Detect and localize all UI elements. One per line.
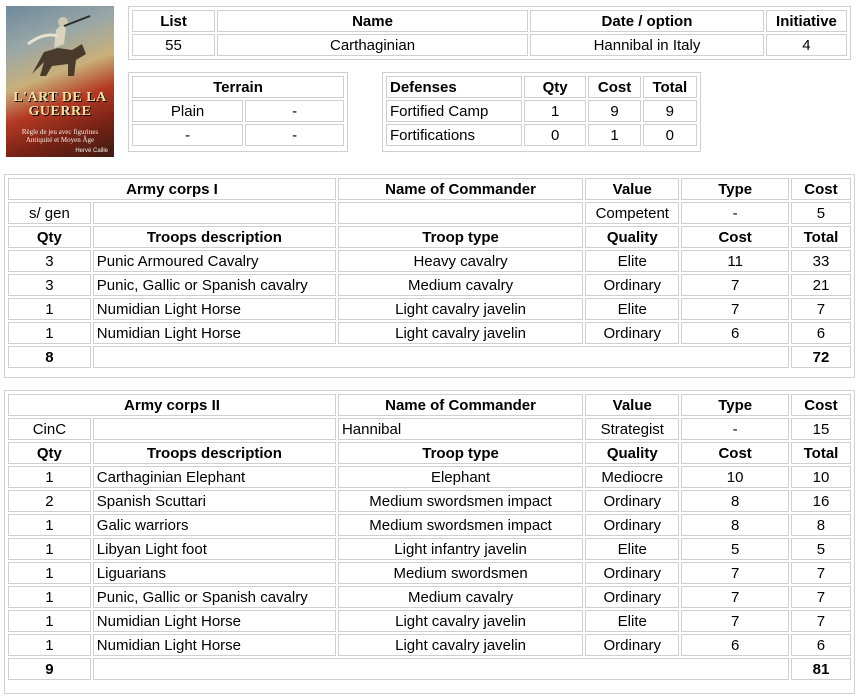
- troop-type: Medium swordsmen impact: [338, 514, 583, 536]
- troop-qty: 3: [8, 274, 91, 296]
- terrain-cell: -: [132, 124, 243, 146]
- troop-type: Light infantry javelin: [338, 538, 583, 560]
- troop-type: Medium swordsmen: [338, 562, 583, 584]
- defenses-row: [386, 124, 697, 146]
- troop-total: 33: [791, 250, 851, 272]
- troop-header-description: Troops description: [93, 442, 336, 464]
- corps-1-commander-header: Name of Commander: [338, 178, 583, 200]
- troop-type: Heavy cavalry: [338, 250, 583, 272]
- troop-type: Elephant: [338, 466, 583, 488]
- army-corps-1-table: [6, 176, 853, 370]
- defenses-header-cost: Cost: [588, 76, 640, 98]
- troop-description: Punic Armoured Cavalry: [93, 250, 336, 272]
- info-header-date: Date / option: [530, 10, 764, 32]
- corps-total-cost: 81: [791, 658, 851, 680]
- troop-qty: 1: [8, 538, 91, 560]
- info-table: [130, 8, 849, 58]
- corps-1-general-row: [8, 202, 851, 224]
- defense-total: 0: [643, 124, 697, 146]
- corps-total-qty: 9: [8, 658, 91, 680]
- troop-row: [8, 298, 851, 320]
- general-empty: [93, 202, 336, 224]
- defense-qty: 0: [524, 124, 587, 146]
- troop-quality: Elite: [585, 610, 679, 632]
- info-date-value: Hannibal in Italy: [530, 34, 764, 56]
- troop-qty: 1: [8, 634, 91, 656]
- defenses-header-row: [386, 76, 697, 98]
- terrain-table: [130, 74, 346, 148]
- info-list-value: 55: [132, 34, 215, 56]
- defense-name: Fortified Camp: [386, 100, 522, 122]
- troop-quality: Ordinary: [585, 586, 679, 608]
- troop-qty: 2: [8, 490, 91, 512]
- troop-total: 7: [791, 586, 851, 608]
- cover-publisher: Hervé Caille: [75, 148, 108, 154]
- troop-qty: 3: [8, 250, 91, 272]
- troop-header-quality: Quality: [585, 442, 679, 464]
- troop-type: Medium swordsmen impact: [338, 490, 583, 512]
- troop-description: Carthaginian Elephant: [93, 466, 336, 488]
- troop-type: Light cavalry javelin: [338, 610, 583, 632]
- corps-total-spacer: [93, 346, 789, 368]
- troop-row: [8, 274, 851, 296]
- troop-quality: Ordinary: [585, 490, 679, 512]
- troop-qty: 1: [8, 322, 91, 344]
- defenses-table: [384, 74, 699, 148]
- cover-title-line2: GUERRE: [28, 104, 92, 119]
- troop-row: [8, 250, 851, 272]
- troop-row: [8, 586, 851, 608]
- defense-cost: 1: [588, 124, 640, 146]
- corps-1-title: Army corps I: [8, 178, 336, 200]
- troop-header-cost: Cost: [681, 226, 789, 248]
- defenses-header: Defenses: [386, 76, 522, 98]
- terrain-row: [132, 100, 344, 122]
- troop-quality: Ordinary: [585, 634, 679, 656]
- troop-header-type: Troop type: [338, 226, 583, 248]
- corps-2-total-row: [8, 658, 851, 680]
- troop-cost: 5: [681, 538, 789, 560]
- general-cost: 15: [791, 418, 851, 440]
- troop-total: 6: [791, 634, 851, 656]
- troop-header-quality: Quality: [585, 226, 679, 248]
- corps-1-header-row: [8, 178, 851, 200]
- troop-description: Galic warriors: [93, 514, 336, 536]
- corps-1-type-header: Type: [681, 178, 789, 200]
- book-cover-image: [6, 6, 114, 157]
- info-name-value: Carthaginian: [217, 34, 528, 56]
- troop-header-cost: Cost: [681, 442, 789, 464]
- troop-qty: 1: [8, 298, 91, 320]
- defenses-row: [386, 100, 697, 122]
- cover-subtitle: Règle de jeu avec figurines Antiquité et Moyen Âge: [21, 128, 99, 144]
- troop-row: [8, 466, 851, 488]
- troop-cost: 10: [681, 466, 789, 488]
- troop-header-total: Total: [791, 442, 851, 464]
- general-value: Competent: [585, 202, 679, 224]
- corps-total-spacer: [93, 658, 789, 680]
- troop-quality: Mediocre: [585, 466, 679, 488]
- troop-cost: 8: [681, 490, 789, 512]
- troop-description: Liguarians: [93, 562, 336, 584]
- troop-row: [8, 538, 851, 560]
- troop-qty: 1: [8, 610, 91, 632]
- troop-quality: Elite: [585, 538, 679, 560]
- general-empty: [93, 418, 336, 440]
- troop-type: Light cavalry javelin: [338, 298, 583, 320]
- info-header-row: [132, 10, 847, 32]
- army-corps-2-table: [6, 392, 853, 682]
- troop-description: Numidian Light Horse: [93, 322, 336, 344]
- troop-qty: 1: [8, 586, 91, 608]
- troop-type: Medium cavalry: [338, 586, 583, 608]
- info-header-initiative: Initiative: [766, 10, 847, 32]
- terrain-header-row: [132, 76, 344, 98]
- corps-1-value-header: Value: [585, 178, 679, 200]
- troop-description: Numidian Light Horse: [93, 634, 336, 656]
- troop-row: [8, 634, 851, 656]
- info-header-list: List: [132, 10, 215, 32]
- troop-quality: Elite: [585, 250, 679, 272]
- troop-total: 7: [791, 610, 851, 632]
- terrain-header: Terrain: [132, 76, 344, 98]
- corps-2-troop-header-row: [8, 442, 851, 464]
- troop-header-total: Total: [791, 226, 851, 248]
- troop-cost: 7: [681, 274, 789, 296]
- horseman-illustration: [24, 14, 94, 84]
- troop-row: [8, 322, 851, 344]
- troop-cost: 6: [681, 634, 789, 656]
- troop-total: 10: [791, 466, 851, 488]
- corps-2-value-header: Value: [585, 394, 679, 416]
- info-initiative-value: 4: [766, 34, 847, 56]
- troop-cost: 7: [681, 610, 789, 632]
- corps-2-general-row: [8, 418, 851, 440]
- general-rank: CinC: [8, 418, 91, 440]
- defense-cost: 9: [588, 100, 640, 122]
- corps-2-type-header: Type: [681, 394, 789, 416]
- troop-cost: 11: [681, 250, 789, 272]
- troop-cost: 6: [681, 322, 789, 344]
- troop-row: [8, 514, 851, 536]
- corps-1-total-row: [8, 346, 851, 368]
- troop-description: Libyan Light foot: [93, 538, 336, 560]
- troop-type: Medium cavalry: [338, 274, 583, 296]
- troop-cost: 8: [681, 514, 789, 536]
- corps-2-cost-header: Cost: [791, 394, 851, 416]
- terrain-cell: -: [245, 124, 344, 146]
- defenses-header-total: Total: [643, 76, 697, 98]
- troop-quality: Ordinary: [585, 274, 679, 296]
- troop-description: Punic, Gallic or Spanish cavalry: [93, 586, 336, 608]
- defense-qty: 1: [524, 100, 587, 122]
- info-value-row: [132, 34, 847, 56]
- general-type: -: [681, 418, 789, 440]
- defense-total: 9: [643, 100, 697, 122]
- terrain-cell: Plain: [132, 100, 243, 122]
- info-header-name: Name: [217, 10, 528, 32]
- general-type: -: [681, 202, 789, 224]
- troop-header-description: Troops description: [93, 226, 336, 248]
- troop-description: Spanish Scuttari: [93, 490, 336, 512]
- troop-cost: 7: [681, 586, 789, 608]
- corps-1-cost-header: Cost: [791, 178, 851, 200]
- troop-qty: 1: [8, 514, 91, 536]
- troop-quality: Ordinary: [585, 514, 679, 536]
- troop-type: Light cavalry javelin: [338, 634, 583, 656]
- general-name: Hannibal: [338, 418, 583, 440]
- terrain-row: [132, 124, 344, 146]
- corps-2-header-row: [8, 394, 851, 416]
- troop-total: 8: [791, 514, 851, 536]
- troop-total: 7: [791, 298, 851, 320]
- defenses-header-qty: Qty: [524, 76, 587, 98]
- corps-total-cost: 72: [791, 346, 851, 368]
- troop-row: [8, 562, 851, 584]
- troop-row: [8, 490, 851, 512]
- troop-total: 16: [791, 490, 851, 512]
- general-name: [338, 202, 583, 224]
- corps-1-troop-header-row: [8, 226, 851, 248]
- corps-2-commander-header: Name of Commander: [338, 394, 583, 416]
- troop-header-type: Troop type: [338, 442, 583, 464]
- troop-quality: Elite: [585, 298, 679, 320]
- terrain-cell: -: [245, 100, 344, 122]
- troop-total: 21: [791, 274, 851, 296]
- corps-2-title: Army corps II: [8, 394, 336, 416]
- troop-description: Numidian Light Horse: [93, 298, 336, 320]
- troop-total: 6: [791, 322, 851, 344]
- defense-name: Fortifications: [386, 124, 522, 146]
- troop-type: Light cavalry javelin: [338, 322, 583, 344]
- troop-total: 5: [791, 538, 851, 560]
- troop-qty: 1: [8, 466, 91, 488]
- troop-total: 7: [791, 562, 851, 584]
- troop-cost: 7: [681, 298, 789, 320]
- troop-description: Punic, Gallic or Spanish cavalry: [93, 274, 336, 296]
- troop-header-qty: Qty: [8, 226, 91, 248]
- general-rank: s/ gen: [8, 202, 91, 224]
- corps-total-qty: 8: [8, 346, 91, 368]
- general-cost: 5: [791, 202, 851, 224]
- troop-header-qty: Qty: [8, 442, 91, 464]
- troop-quality: Ordinary: [585, 322, 679, 344]
- general-value: Strategist: [585, 418, 679, 440]
- troop-cost: 7: [681, 562, 789, 584]
- cover-title-line1: L'ART DE LA: [13, 90, 107, 105]
- troop-row: [8, 610, 851, 632]
- troop-quality: Ordinary: [585, 562, 679, 584]
- troop-description: Numidian Light Horse: [93, 610, 336, 632]
- troop-qty: 1: [8, 562, 91, 584]
